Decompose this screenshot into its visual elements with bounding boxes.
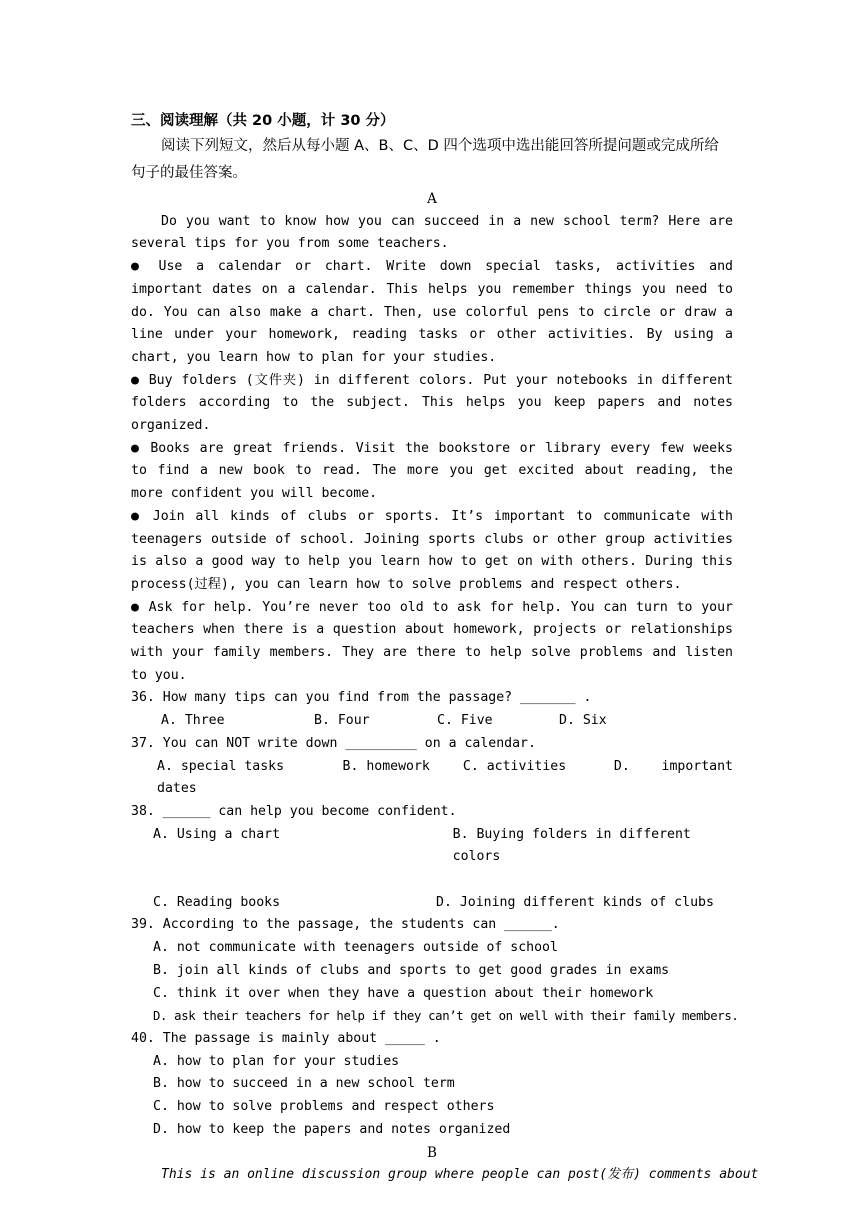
question-39: 39. According to the passage, the students can ______.	[131, 917, 560, 933]
option-b: B. how to succeed in a new school term	[153, 1076, 455, 1092]
option-a: A. how to plan for your studies	[153, 1053, 400, 1069]
question-37-option-d-continued: dates	[157, 781, 197, 797]
passage-b-intro: This is an online discussion group where people can post(发布) comments about	[161, 1167, 759, 1183]
option-c: C. Five	[437, 713, 493, 729]
option-d: D. ask their teachers for help if they can’t get on well with their family members.	[153, 1009, 739, 1024]
option-a: A. not communicate with teenagers outside of school	[153, 940, 558, 956]
option-d: D. Joining different kinds of clubs	[436, 894, 714, 910]
question-38-options-row-2	[131, 892, 733, 915]
tip-folders: ● Buy folders (文件夹) in different colors. Put your notebooks in different folders according to the subject. This helps you keep papers and notes organized.	[131, 372, 733, 434]
option-a: A. special tasks	[157, 758, 285, 774]
option-c: C. how to solve problems and respect others	[153, 1099, 495, 1115]
option-a: A. Using a chart	[153, 826, 281, 842]
option-b: B. homework	[342, 758, 430, 774]
passage-a-label: A	[427, 191, 437, 207]
option-c: C. think it over when they have a question about their homework	[153, 985, 654, 1001]
option-c: C. activities	[462, 758, 567, 774]
tip-ask-help: ● Ask for help. You’re never too old to ask for help. You can turn to your teachers when there is a question about homework, projects or relationships with your family members. They are there to help solve problems and listen to you.	[131, 599, 733, 683]
question-38: 38. ______ can help you become confident.	[131, 803, 457, 819]
question-38-options-row-1	[131, 824, 733, 869]
option-b: B. Four	[314, 713, 370, 729]
question-36-options	[131, 710, 733, 733]
question-37-options	[131, 756, 733, 779]
option-d: D. how to keep the papers and notes organized	[153, 1121, 511, 1137]
question-36: 36. How many tips can you find from the passage? _______ .	[131, 690, 592, 706]
option-d: D. Six	[559, 713, 607, 729]
option-b: B. join all kinds of clubs and sports to get good grades in exams	[153, 962, 670, 978]
passage-b-label: B	[427, 1144, 437, 1161]
passage-a-intro: Do you want to know how you can succeed in a new school term? Here are several tips for you from some teachers.	[131, 213, 733, 252]
question-40: 40. The passage is mainly about _____ .	[131, 1031, 441, 1046]
tip-books: ● Books are great friends. Visit the bookstore or library every few weeks to find a new book to read. The more you get excited about reading, the more confident you will become.	[131, 440, 733, 502]
tip-clubs: ● Join all kinds of clubs or sports. It’s important to communicate with teenagers outside of school. Joining sports clubs or other group activities is also a good way to help you learn how to get on with others. During this process(过程), you can learn how to solve problems and respect others.	[131, 508, 733, 592]
question-37: 37. You can NOT write down _________ on a calendar.	[131, 735, 536, 751]
instruction-line-2: 句子的最佳答案。	[131, 165, 247, 181]
section-title: 三、阅读理解（共 20 小题，计 30 分）	[131, 113, 395, 129]
option-c: C. Reading books	[153, 894, 281, 910]
option-a: A. Three	[161, 713, 225, 729]
option-b: B. Buying folders in different colors	[452, 826, 691, 865]
tip-calendar: ● Use a calendar or chart. Write down special tasks, activities and important dates on a calendar. This helps you remember things you need to do. You can also make a chart. Then, use colorful pens to circle or draw a line under your homework, reading tasks or other activities. By using a chart, you learn how to plan for your studies.	[131, 259, 733, 365]
exam-page	[131, 110, 759, 1187]
option-d: D. important	[613, 758, 733, 774]
instruction-line-1: 阅读下列短文，然后从每小题 A、B、C、D 四个选项中选出能回答所提问题或完成所给	[161, 138, 719, 154]
